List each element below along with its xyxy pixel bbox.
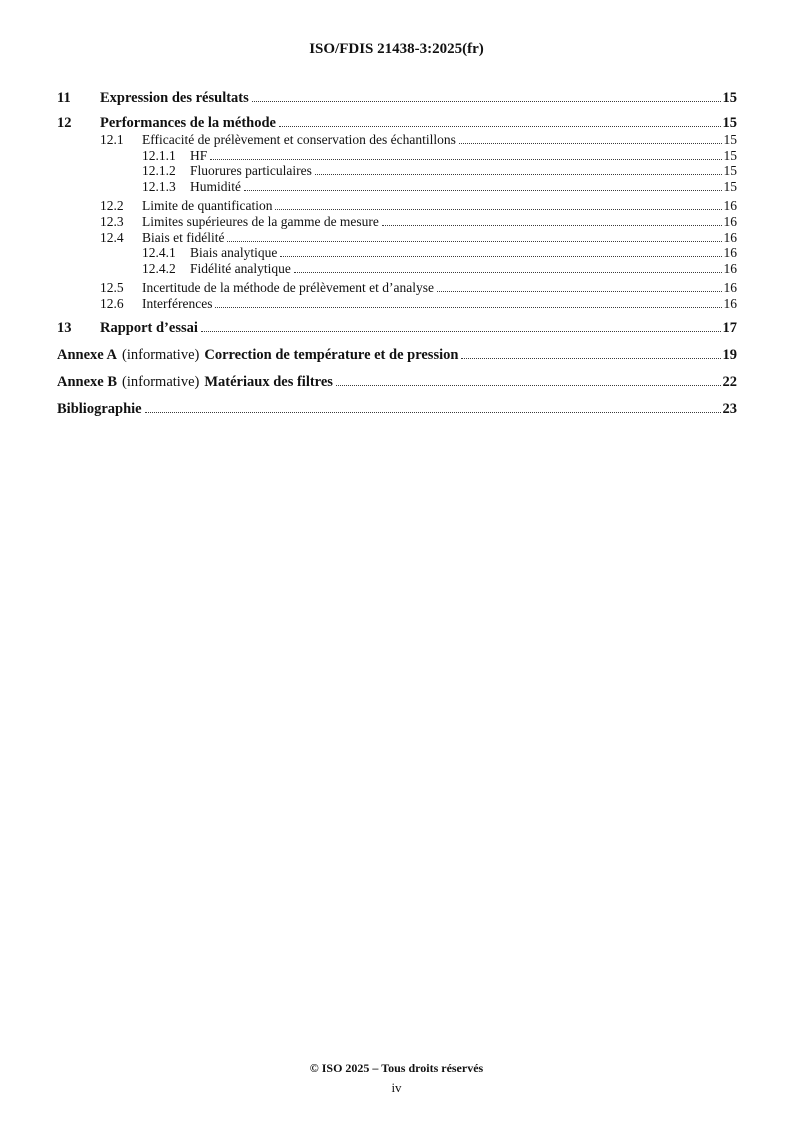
toc-entry[interactable] (57, 90, 737, 107)
toc-entry-number: 12.2 (100, 198, 124, 214)
dotted-leader (201, 331, 721, 332)
toc-entry-number: 12.1 (100, 132, 124, 147)
toc-entry-label: Expression des résultats (100, 90, 249, 106)
toc-entry[interactable] (57, 179, 737, 195)
dotted-leader (275, 209, 721, 210)
toc-entry[interactable] (57, 115, 737, 132)
toc-entry[interactable] (57, 347, 737, 364)
toc-entry-page: 23 (722, 400, 737, 417)
annex-title: Correction de température et de pression (204, 346, 459, 363)
toc-entry[interactable] (57, 296, 737, 312)
toc-entry-page: 17 (722, 319, 737, 336)
toc-entry-page: 16 (723, 198, 737, 214)
annex-title: Matériaux des filtres (204, 373, 333, 390)
toc-entry-page: 16 (723, 280, 737, 296)
toc-entry-label (57, 347, 458, 364)
toc-entry-page: 15 (722, 90, 737, 106)
toc-entry-label: Fidélité analytique (190, 260, 291, 276)
dotted-leader (252, 101, 721, 102)
toc-entry-label: Biais et fidélité (142, 229, 225, 245)
toc-entry-number: 12.1.2 (142, 163, 176, 179)
toc-entry[interactable] (57, 148, 737, 164)
dotted-leader (210, 159, 721, 160)
toc-entry[interactable] (57, 163, 737, 179)
toc-entry[interactable] (57, 280, 737, 296)
dotted-leader (215, 307, 721, 308)
toc-entry-number: 12.6 (100, 295, 124, 311)
toc-entry-label: HF (190, 147, 208, 163)
dotted-leader (461, 358, 720, 359)
toc-entry-label: Interférences (142, 295, 213, 311)
toc-entry[interactable] (57, 401, 737, 418)
page-number: iv (391, 1080, 402, 1095)
toc-entry-label: Rapport d’essai (100, 319, 198, 336)
dotted-leader (280, 256, 721, 257)
toc-entry[interactable] (57, 198, 737, 214)
copyright-notice: © ISO 2025 – Tous droits réservés (309, 1061, 484, 1075)
toc-entry-number: 12.4 (100, 229, 124, 245)
toc-entry-number: 13 (57, 319, 72, 336)
toc-entry-page: 16 (723, 229, 737, 245)
toc-entry-page: 22 (722, 373, 737, 390)
toc-entry-number: 12 (57, 115, 72, 131)
toc-entry-number: 12.1.1 (142, 147, 176, 163)
toc-entry-label: Incertitude de la méthode de prélèvement et d’analyse (142, 280, 434, 296)
annex-prefix: Annexe A (57, 346, 118, 363)
toc-entry-number: 12.1.3 (142, 178, 176, 194)
toc-entry-label: Performances de la méthode (100, 115, 276, 131)
annex-annotation: (informative) (122, 346, 200, 363)
toc-entry-page: 15 (723, 132, 737, 147)
toc-entry[interactable] (57, 374, 737, 391)
toc-entry-label: Humidité (190, 178, 241, 194)
document-footer (0, 1061, 793, 1096)
toc-entry-number: 12.3 (100, 213, 124, 229)
toc-entry[interactable] (57, 230, 737, 246)
dotted-leader (145, 412, 721, 413)
toc-entry[interactable] (57, 132, 737, 148)
toc-entry-label: Limite de quantification (142, 198, 273, 214)
toc-entry[interactable] (57, 320, 737, 337)
toc-entry[interactable] (57, 261, 737, 277)
dotted-leader (437, 291, 722, 292)
toc-entry-page: 15 (723, 147, 737, 163)
toc (57, 82, 737, 418)
toc-entry-page: 15 (722, 115, 737, 131)
toc-entry-label (57, 374, 333, 391)
toc-entry-label: Bibliographie (57, 400, 142, 417)
toc-entry-page: 16 (723, 295, 737, 311)
dotted-leader (279, 126, 721, 127)
toc-entry[interactable] (57, 214, 737, 230)
annex-prefix: Annexe B (57, 373, 118, 390)
dotted-leader (315, 174, 722, 175)
dotted-leader (294, 272, 722, 273)
toc-entry-page: 15 (723, 163, 737, 179)
dotted-leader (336, 385, 721, 386)
dotted-leader (459, 143, 722, 144)
toc-entry-page: 19 (722, 346, 737, 363)
dotted-leader (382, 225, 722, 226)
document-header (0, 41, 793, 58)
dotted-leader (244, 190, 722, 191)
toc-entry[interactable] (57, 245, 737, 261)
annex-annotation: (informative) (122, 373, 200, 390)
toc-entry-label: Biais analytique (190, 245, 278, 261)
toc-entry-number: 12.4.1 (142, 245, 176, 261)
toc-entry-label: Efficacité de prélèvement et conservation des échantillons (142, 132, 456, 147)
toc-entry-page: 16 (723, 213, 737, 229)
toc-entry-number: 11 (57, 90, 71, 106)
toc-entry-page: 16 (723, 245, 737, 261)
toc-entry-page: 15 (723, 178, 737, 194)
dotted-leader (227, 241, 721, 242)
toc-entry-label: Limites supérieures de la gamme de mesure (142, 213, 379, 229)
toc-entry-number: 12.5 (100, 280, 124, 296)
document-title: ISO/FDIS 21438-3:2025(fr) (309, 41, 484, 57)
toc-entry-number: 12.4.2 (142, 260, 176, 276)
toc-entry-label: Fluorures particulaires (190, 163, 312, 179)
toc-entry-page: 16 (723, 260, 737, 276)
